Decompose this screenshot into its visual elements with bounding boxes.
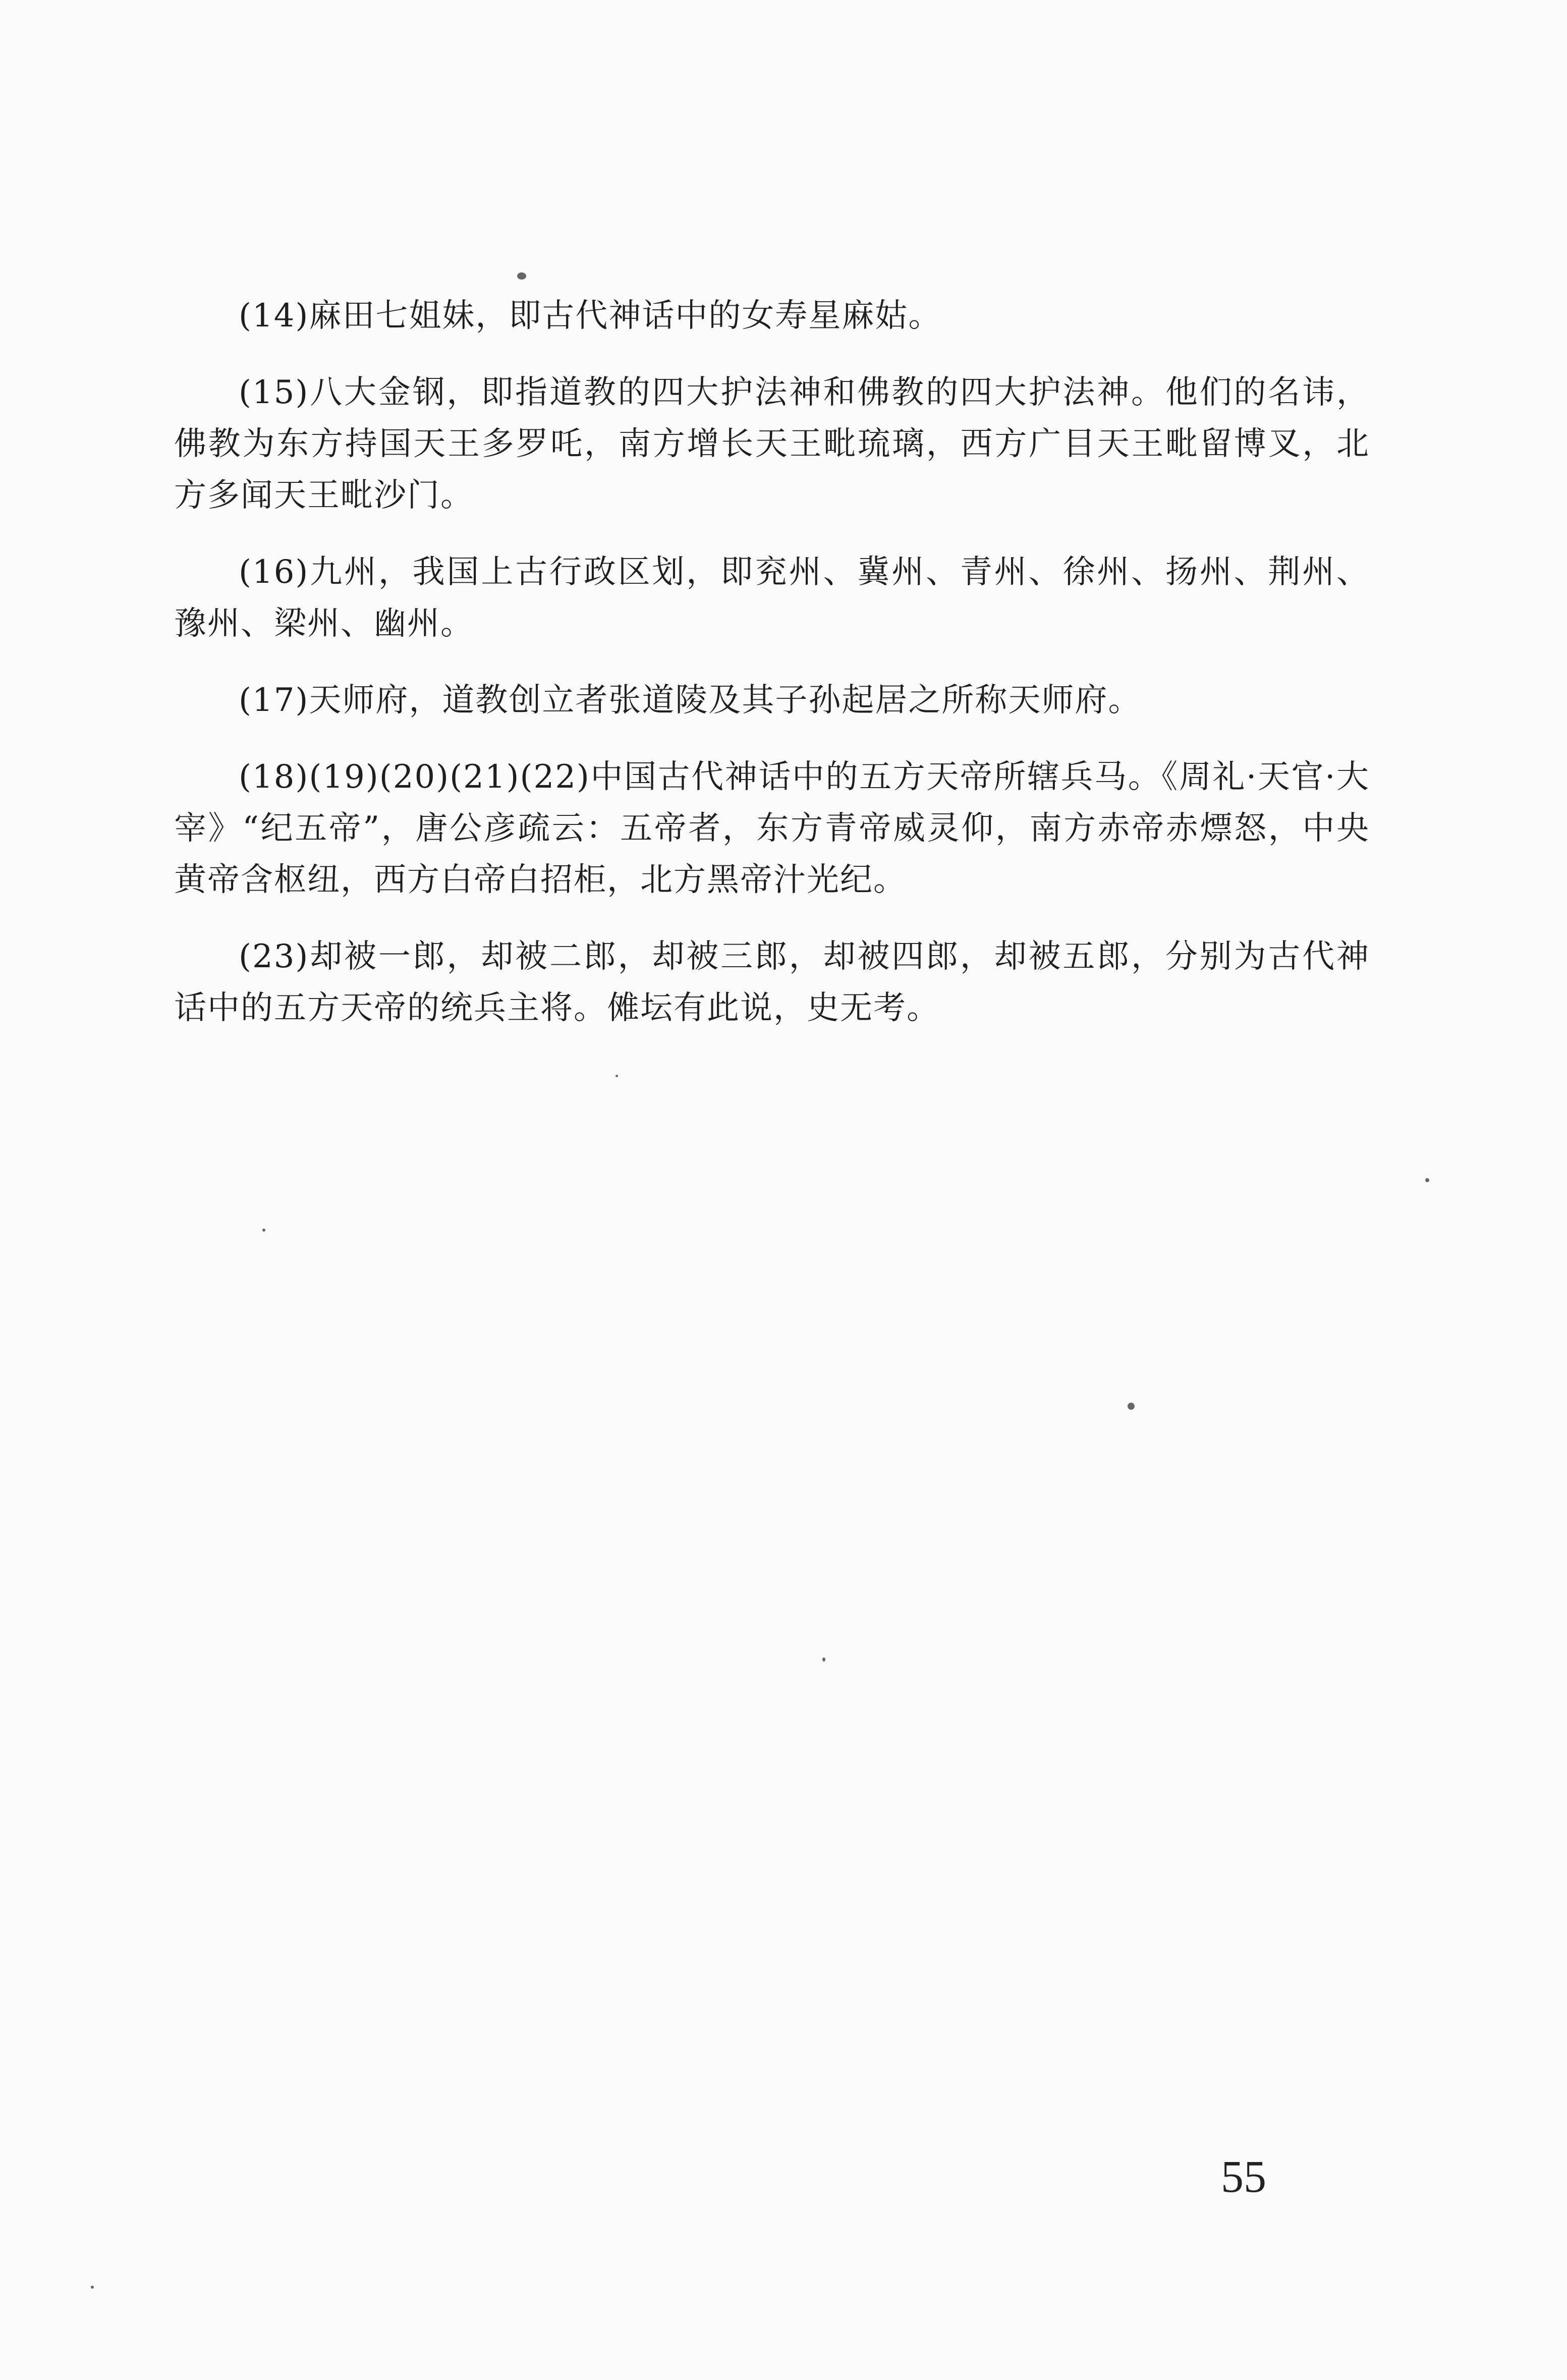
page-number: 55 [1221,2152,1266,2202]
scan-speck [262,1229,265,1232]
footnote-16: (16)九州，我国上古行政区划，即兖州、冀州、青州、徐州、扬州、荆州、豫州、梁州、幽州。 [174,554,1370,642]
scan-speck [615,1075,618,1077]
footnote-23: (23)却被一郎，却被二郎，却被三郎，却被四郎，却被五郎，分别为古代神话中的五方天帝的统兵主将。傩坛有此说，史无考。 [174,938,1370,1027]
scan-speck [1128,1403,1135,1410]
scan-speck [1425,1178,1429,1182]
footnotes-section [174,290,1370,1059]
footnote-18-22: (18)(19)(20)(21)(22)中国古代神话中的五方天帝所辖兵马。《周礼·天官·大宰》“纪五帝”，唐公彦疏云：五帝者，东方青帝威灵仰，南方赤帝赤熛怒，中央黄帝含枢纽，西方白帝白招柜，北方黑帝汁光纪。 [174,758,1370,899]
scan-speck [822,1657,825,1662]
footnote-17: (17)天师府，道教创立者张道陵及其子孙起居之所称天师府。 [239,682,1142,719]
scan-speck [91,2286,94,2289]
scan-speck [517,272,526,280]
footnote-14: (14)麻田七姐妹，即古代神话中的女寿星麻姑。 [239,297,942,335]
footnote-15: (15)八大金钢，即指道教的四大护法神和佛教的四大护法神。他们的名讳，佛教为东方持国天王多罗吒，南方增长天王毗琉璃，西方广目天王毗留博叉，北方多闻天王毗沙门。 [174,374,1370,514]
